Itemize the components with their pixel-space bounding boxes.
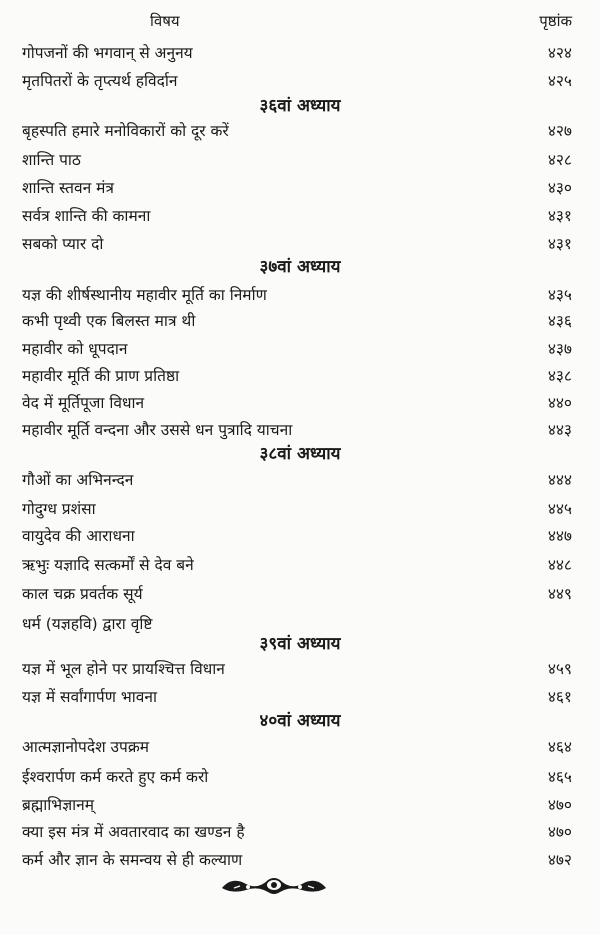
entry-title: शान्ति स्तवन मंत्र (22, 179, 114, 197)
entry-page: ४३८ (547, 367, 572, 385)
toc-entry (22, 553, 572, 579)
entry-page: ४४५ (547, 500, 572, 518)
entry-page: ४६५ (547, 768, 572, 786)
entry-page: ४६४ (547, 738, 572, 756)
entry-title: कर्म और ज्ञान के समन्वय से ही कल्याण (22, 851, 243, 869)
toc-entry (22, 497, 572, 523)
page-column-header: पृष्ठांक (539, 12, 572, 30)
entry-page: ४३५ (547, 286, 572, 304)
entry-title: यज्ञ की शीर्षस्थानीय महावीर मूर्ति का निर्माण (22, 286, 267, 304)
entry-page: ४४४ (547, 471, 572, 489)
chapter-heading: ३६वां अध्याय (259, 96, 341, 116)
chapter-heading: ३८वां अध्याय (259, 444, 341, 464)
entry-title: महावीर मूर्ति वन्दना और उससे धन पुत्रादि याचना (22, 421, 293, 439)
entry-page: ४६१ (547, 688, 572, 706)
toc-entry (22, 148, 572, 174)
entry-title: ब्रह्माभिज्ञानम् (22, 796, 95, 814)
toc-entry (22, 848, 572, 874)
toc-entry (22, 468, 572, 494)
entry-title: गोदुग्ध प्रशंसा (22, 500, 96, 518)
entry-page: ४३१ (547, 235, 572, 253)
entry-title: आत्मज्ञानोपदेश उपक्रम (22, 738, 150, 756)
entry-page: ४२८ (547, 151, 572, 169)
entry-title: महावीर मूर्ति की प्राण प्रतिष्ठा (22, 367, 180, 385)
entry-title: सबको प्यार दो (22, 235, 104, 253)
entry-page: ४२५ (547, 72, 572, 90)
chapter-heading: ३७वां अध्याय (259, 257, 341, 277)
toc-entry (22, 364, 572, 390)
toc-entry (22, 41, 572, 67)
entry-page: ४२७ (547, 122, 572, 140)
entry-title: काल चक्र प्रवर्तक सूर्य (22, 585, 143, 603)
entry-page: ४४० (547, 394, 572, 412)
entry-title: गोपजनों की भगवान् से अनुनय (22, 44, 193, 62)
entry-page: ४७० (547, 796, 572, 814)
entry-title: ऋभुः यज्ञादि सत्कर्मों से देव बने (22, 556, 194, 574)
toc-entry (22, 119, 572, 145)
entry-page: ४४३ (547, 421, 572, 439)
entry-page: ४३१ (547, 207, 572, 225)
toc-entry (22, 820, 572, 846)
entry-title: गौओं का अभिनन्दन (22, 471, 134, 489)
toc-entry (22, 204, 572, 230)
entry-title: वायुदेव की आराधना (22, 527, 135, 545)
chapter-heading: ३९वां अध्याय (259, 634, 341, 654)
entry-title: वेद में मूर्तिपूजा विधान (22, 394, 145, 412)
entry-title: यज्ञ में भूल होने पर प्रायश्चित्त विधान (22, 660, 225, 678)
entry-title: क्या इस मंत्र में अवतारवाद का खण्डन है (22, 823, 245, 841)
entry-title: महावीर को धूपदान (22, 340, 128, 358)
toc-entry (22, 582, 572, 608)
chapter-heading: ४०वां अध्याय (259, 711, 341, 731)
entry-title: बृहस्पति हमारे मनोविकारों को दूर करें (22, 122, 229, 140)
toc-entry (22, 391, 572, 417)
entry-page: ४३० (547, 179, 572, 197)
entry-page: ४७० (547, 823, 572, 841)
toc-entry (22, 337, 572, 363)
entry-title: धर्म (यज्ञहवि) द्वारा वृष्टि (22, 615, 153, 633)
subject-column-header: विषय (150, 12, 180, 30)
toc-entry (22, 309, 572, 335)
toc-entry (22, 657, 572, 683)
toc-entry (22, 735, 572, 761)
entry-page: ४३६ (547, 312, 572, 330)
toc-entry (22, 793, 572, 819)
entry-title: मृतपितरों के तृप्त्यर्थ हविर्दान (22, 72, 178, 90)
entry-page: ४२४ (547, 44, 572, 62)
entry-page: ४३७ (547, 340, 572, 358)
toc-entry (22, 176, 572, 202)
toc-entry (22, 69, 572, 95)
entry-title: सर्वत्र शान्ति की कामना (22, 207, 151, 225)
entry-page: ४४८ (547, 556, 572, 574)
entry-page: ४४९ (547, 585, 572, 603)
toc-entry (22, 524, 572, 550)
entry-page: ४७२ (547, 851, 572, 869)
toc-entry (22, 765, 572, 791)
entry-page: ४५९ (547, 660, 572, 678)
entry-title: शान्ति पाठ (22, 151, 81, 169)
entry-page: ४४७ (547, 527, 572, 545)
entry-title: ईश्वरार्पण कर्म करते हुए कर्म करो (22, 768, 209, 786)
entry-title: कभी पृथ्वी एक बिलस्त मात्र थी (22, 312, 196, 330)
entry-title: यज्ञ में सर्वांगार्पण भावना (22, 688, 157, 706)
toc-entry (22, 283, 572, 309)
ornament-icon (218, 872, 330, 898)
